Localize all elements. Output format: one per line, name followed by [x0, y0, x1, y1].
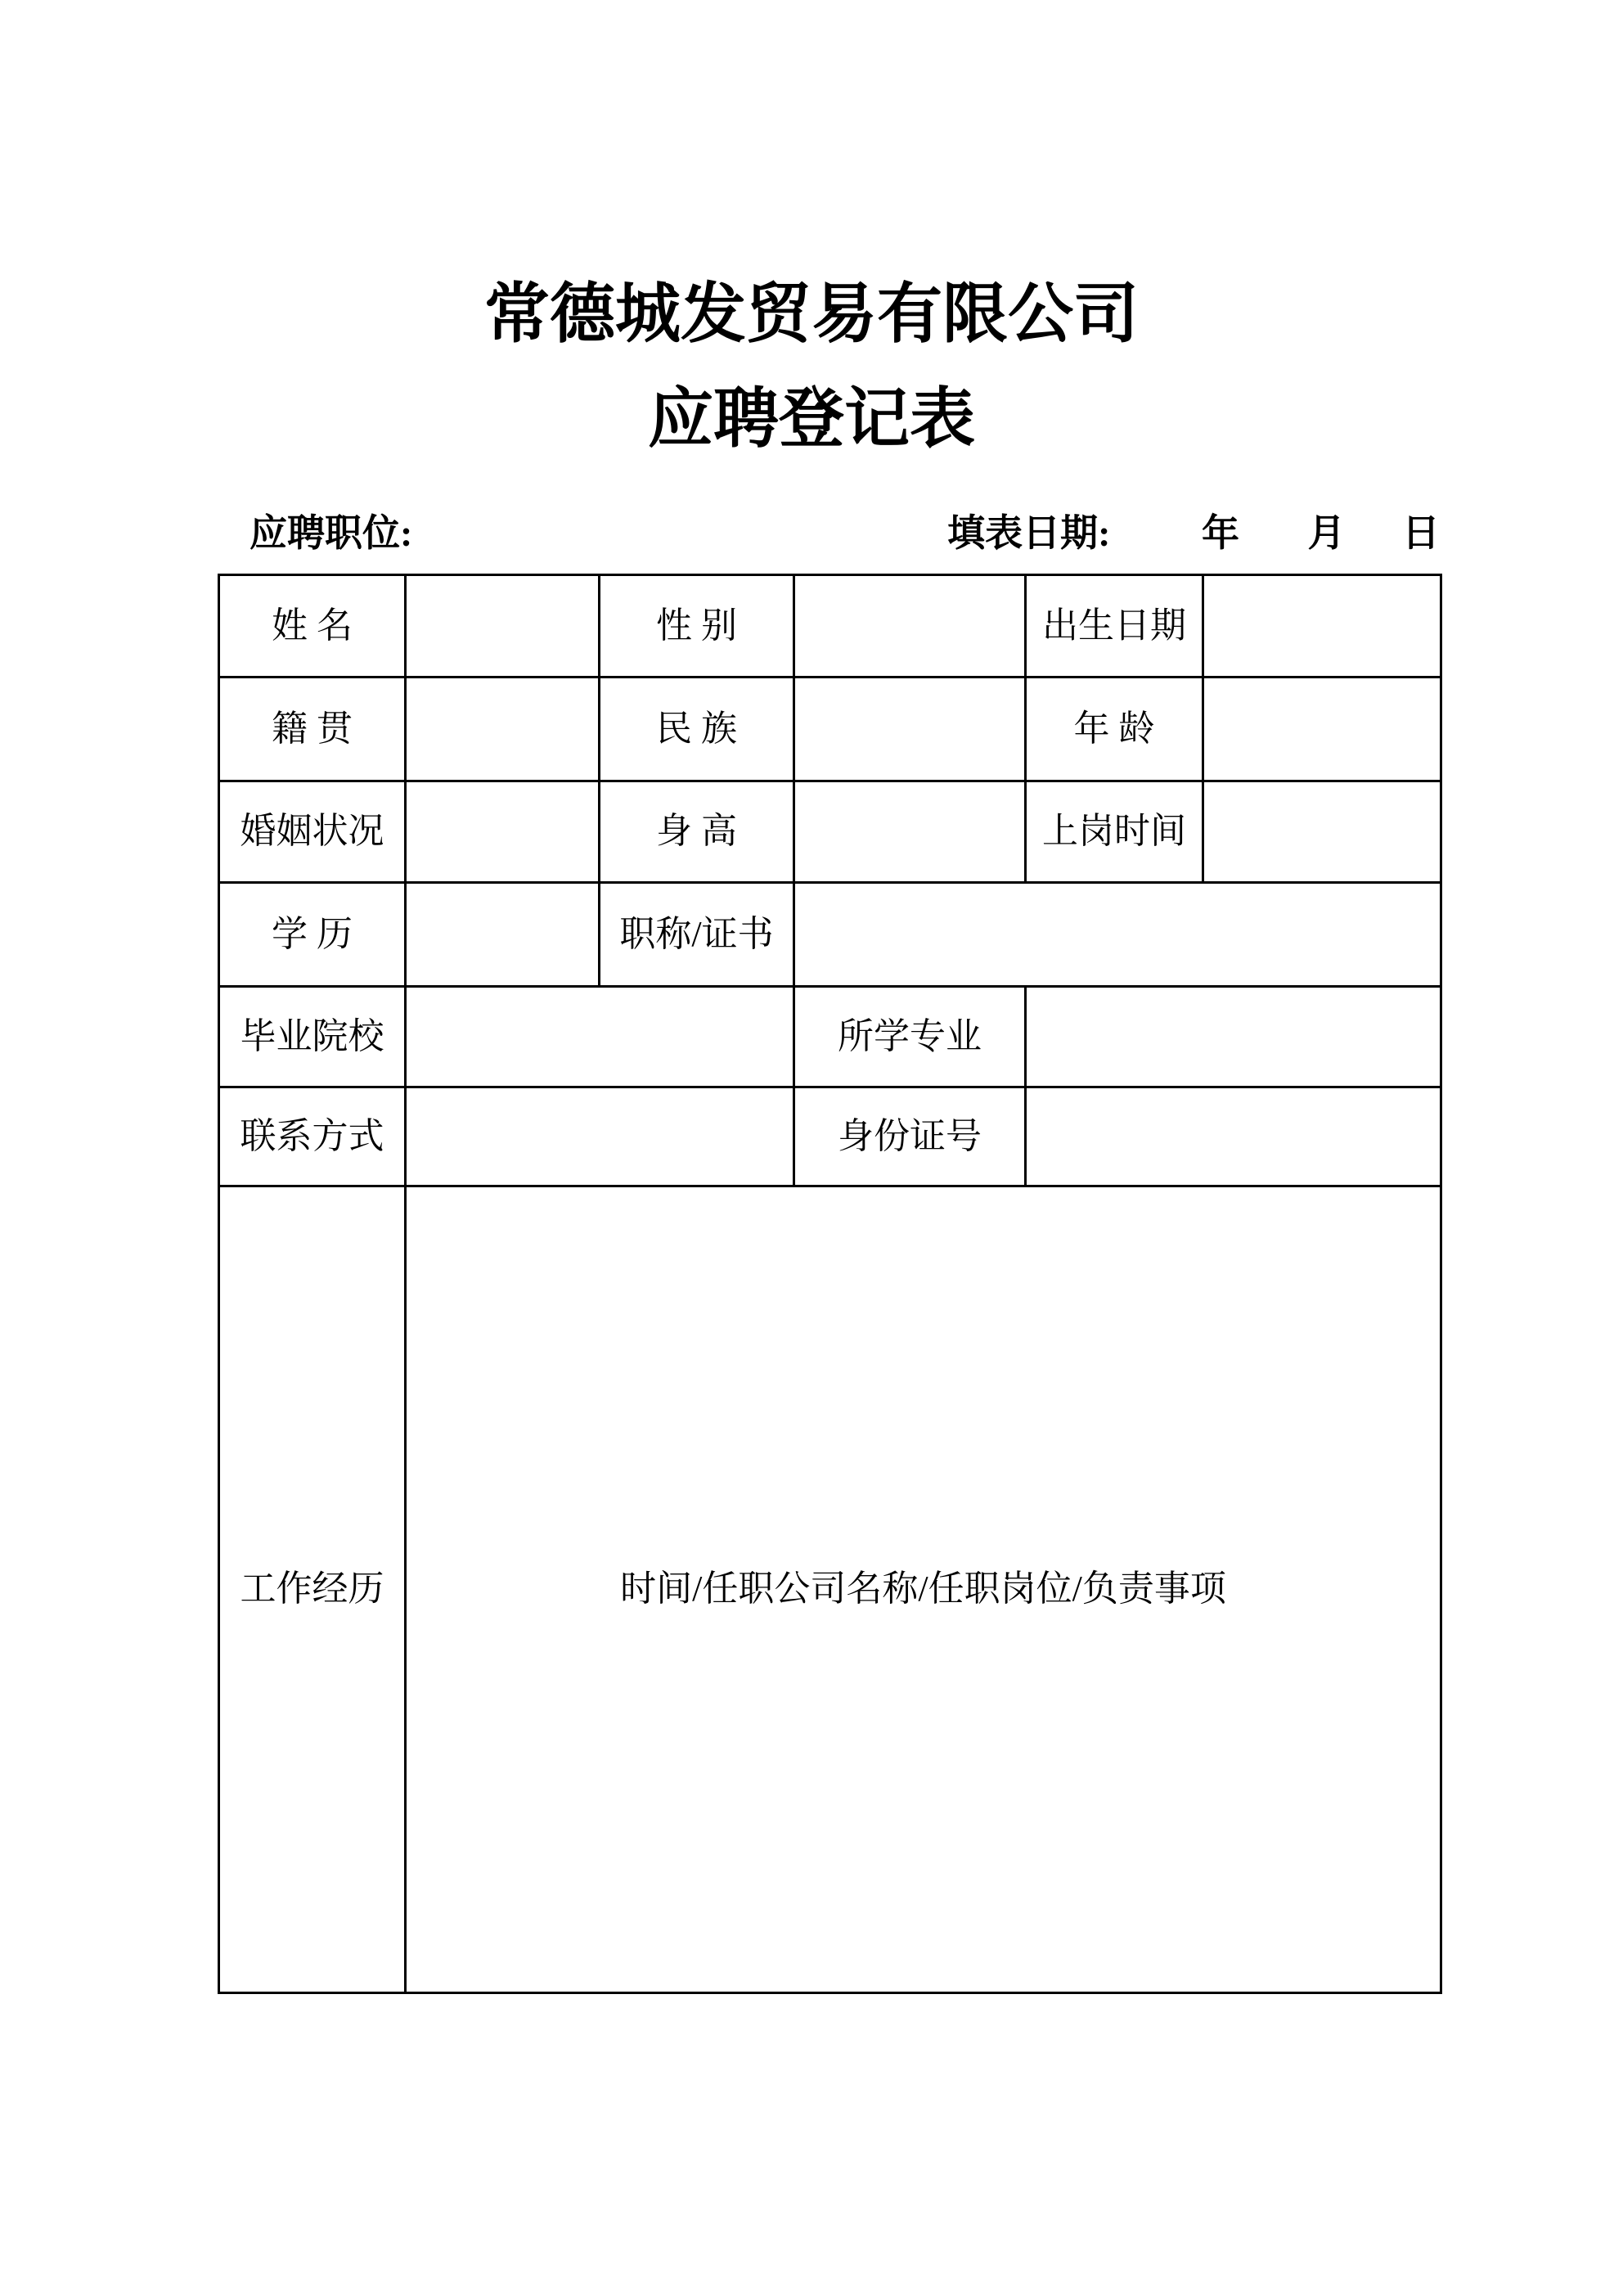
- marital-status-value-cell[interactable]: [406, 781, 600, 883]
- height-value-cell[interactable]: [794, 781, 1026, 883]
- native-place-label: 籍 贯: [219, 678, 406, 781]
- native-place-value-cell[interactable]: [406, 678, 600, 781]
- id-number-label: 身份证号: [794, 1087, 1026, 1186]
- application-form-table: [218, 574, 1442, 1994]
- table-row: [219, 575, 1441, 678]
- work-experience-label: 工作经历: [219, 1186, 406, 1993]
- ethnicity-label: 民 族: [600, 678, 794, 781]
- contact-value-cell[interactable]: [406, 1087, 794, 1186]
- table-row: [219, 678, 1441, 781]
- gender-label: 性 别: [600, 575, 794, 678]
- fill-date-label: 填表日期:: [947, 512, 1111, 554]
- height-label: 身 高: [600, 781, 794, 883]
- gender-value-cell[interactable]: [794, 575, 1026, 678]
- ethnicity-value-cell[interactable]: [794, 678, 1026, 781]
- table-row: [219, 883, 1441, 987]
- contact-label: 联系方式: [219, 1087, 406, 1186]
- name-value-cell[interactable]: [406, 575, 600, 678]
- fill-date-group: [947, 512, 1440, 554]
- position-applied-label: 应聘职位:: [250, 512, 413, 554]
- title-certificate-label: 职称/证书: [600, 883, 794, 987]
- table-row: [219, 1186, 1441, 1993]
- education-label: 学 历: [219, 883, 406, 987]
- marital-status-label: 婚姻状况: [219, 781, 406, 883]
- id-number-value-cell[interactable]: [1026, 1087, 1441, 1186]
- age-value-cell[interactable]: [1203, 678, 1441, 781]
- table-row: [219, 987, 1441, 1087]
- birth-date-label: 出生日期: [1026, 575, 1203, 678]
- graduate-school-value-cell[interactable]: [406, 987, 794, 1087]
- day-label: 日: [1402, 512, 1440, 554]
- education-value-cell[interactable]: [406, 883, 600, 987]
- work-experience-area[interactable]: [406, 1186, 1441, 1993]
- start-time-label: 上岗时间: [1026, 781, 1203, 883]
- company-title: 常德城发贸易有限公司: [484, 279, 1139, 351]
- graduate-school-label: 毕业院校: [219, 987, 406, 1087]
- meta-row: [218, 512, 1440, 554]
- start-time-value-cell[interactable]: [1203, 781, 1441, 883]
- major-label: 所学专业: [794, 987, 1026, 1087]
- table-row: [219, 781, 1441, 883]
- title-certificate-value-cell[interactable]: [794, 883, 1441, 987]
- year-label: 年: [1202, 512, 1239, 554]
- name-label: 姓 名: [219, 575, 406, 678]
- age-label: 年 龄: [1026, 678, 1203, 781]
- major-value-cell[interactable]: [1026, 987, 1441, 1087]
- form-title: 应聘登记表: [648, 384, 975, 456]
- month-label: 月: [1307, 512, 1346, 554]
- work-experience-header: 时间/任职公司名称/任职岗位/负责事项: [620, 1569, 1226, 1609]
- birth-date-value-cell[interactable]: [1203, 575, 1441, 678]
- table-row: [219, 1087, 1441, 1186]
